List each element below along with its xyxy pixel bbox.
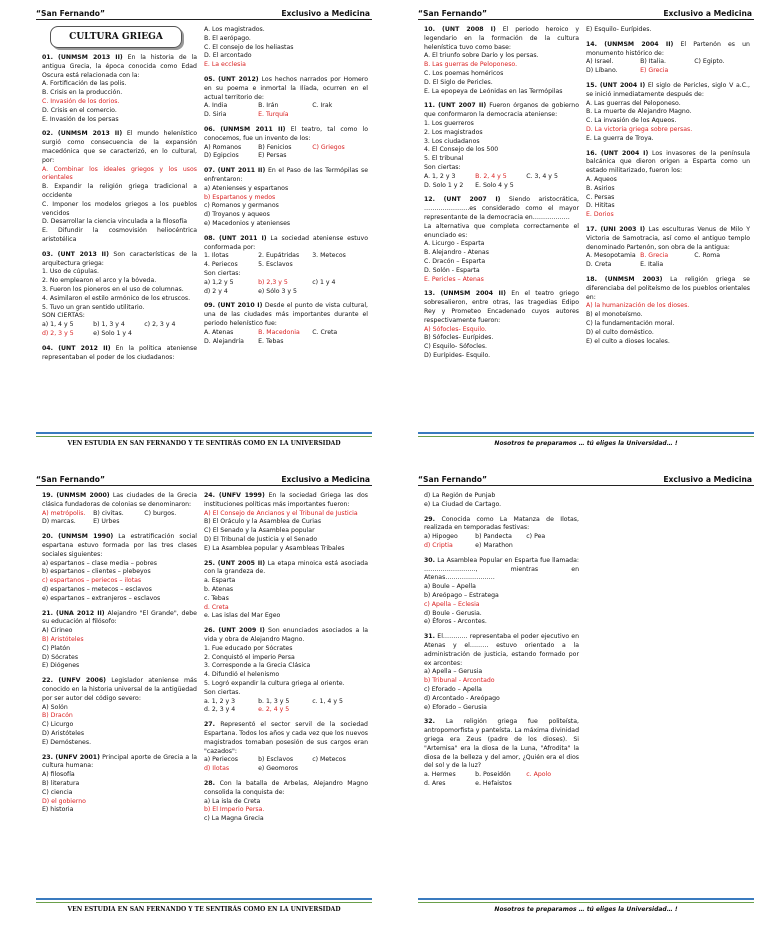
option: C. 3, 4 y 5 (526, 172, 558, 180)
option: C) Platón (42, 644, 71, 652)
option: D. El arcontado (204, 52, 252, 60)
option: c) 1 y 4 (312, 278, 336, 286)
question-stem: 17. (UNI 2003 I) Las esculturas Venus de Milo Y Victoria de Samotracia, así como el antiguo templo denominado Partenón, son obra de la antigua: (586, 225, 750, 251)
option: d. Ares (424, 779, 446, 787)
question-stem: 28. Con la batalla de Arbelas, Alejandro Magno consolida la conquista de: (204, 779, 368, 796)
option: E) el culto a dioses locales. (586, 337, 670, 345)
option: D. El Siglo de Pericles. (424, 78, 493, 86)
option: B. Expandir la religión griega tradicional a occidente (42, 183, 197, 199)
option: E) Diógenes (42, 662, 80, 670)
option-correct: E. Pericles – Atenas (424, 275, 484, 283)
option-correct: c) Apella – Eclesia (424, 600, 480, 608)
option: D. Crisis en el comercio. (42, 106, 117, 114)
option: A. Los magistrados. (204, 26, 265, 33)
statement: 1. Ilotas (204, 252, 229, 260)
statement: 4. Difundió el helenismo (204, 671, 280, 679)
statement: 2. Los magistrados (424, 128, 483, 136)
option: B. El aerópago. (204, 34, 251, 42)
option: C. Creta (312, 328, 338, 336)
option: B) Italia. (640, 58, 666, 66)
option: e) Sólo 3 y 5 (258, 287, 297, 295)
question-stem: 20. (UNMSM 1990) La estratificación social espartana estuvo formada por las tres clases sociales siguientes: (42, 533, 197, 558)
option: E) historia (42, 806, 74, 814)
option: a) Periecos (204, 756, 238, 764)
header-right: Exclusivo a Medicina (663, 9, 752, 18)
page-header (8, 4, 378, 24)
question-stem: 22. (UNFV 2006) Legislador ateniense más conocido en la historia universal de la antigüedad por ser autor del código severo: (42, 677, 197, 702)
column-right (586, 26, 750, 346)
option: C. Irak (312, 102, 333, 110)
option: E) Esquilo- Eurípides. (586, 26, 652, 33)
option-correct: B) Aristóteles (42, 635, 84, 643)
header-right: Exclusivo a Medicina (281, 9, 370, 18)
option: D) marcas. (42, 518, 76, 526)
footer-text: Nosotros te preparamos … tú eliges la Universidad… ! (494, 906, 678, 913)
option: B. Crisis en la producción. (42, 89, 123, 97)
option: A. Mesopotamia (586, 252, 636, 260)
question-stem: 05. (UNT 2012) Los hechos narrados por Homero en su poema e inmortal la Ilíada, ocurren en el actual territorio de: (204, 75, 369, 101)
option: D. Solo 1 y 2 (424, 181, 464, 189)
option-correct: E. La ecclesia (204, 61, 246, 69)
option: B. La muerte de Alejandro Magno. (586, 108, 692, 116)
question-stem: 25. (UNT 2005 II) La etapa minoica está asociada con la grandeza de. (204, 559, 369, 576)
question-stem: 13. (UNMSM 2004 II) En el teatro griego sobresalieron, entre otras, las tragedias Edipo Rey y Prometeo Encadenado cuyos autores respectivamente fueron: (424, 290, 579, 324)
option: E) La Asamblea popular y Asambleas Tribales (204, 544, 345, 552)
option: E. Invasión de los persas (42, 115, 119, 123)
option-correct: A) Sófocles- Esquilo. (424, 325, 487, 333)
option: C) la fundamentación moral. (586, 319, 675, 327)
option: B) el monoteísmo. (586, 311, 643, 319)
statement: 1. Fue educado por Sócrates (204, 644, 293, 652)
question-stem: 04. (UNT 2012 II) En la política ateniense representaban el poder de los ciudadanos: (42, 344, 197, 361)
question-stem: 15. (UNT 2004 I) El siglo de Pericles, siglo V a.C., se inició inmediatamente después de: (586, 81, 750, 98)
option-correct: B. Grecia (640, 252, 669, 260)
question-stem: 16. (UNT 2004 I) Los invasores de la península balcánica que dieron origen a Esparta como un estado militarizado, fueron los: (586, 149, 750, 175)
option: D) Egipcios (204, 152, 239, 160)
statement: 3. Metecos (312, 252, 346, 260)
column-left (42, 492, 197, 815)
statement-prompt: Son ciertas. (204, 688, 241, 696)
option-correct: d) Ilotas (204, 765, 230, 773)
question-stem: 31. El………… representaba el poder ejecutivo en Atenas y el……… estuvo orientado a la administración de justicia, estando formado por ex arcontes: (424, 633, 580, 667)
option: d) Troyanos y aqueos (204, 211, 270, 219)
option-correct: C. Invasión de los dorios. (42, 97, 120, 105)
question-stem: 23. (UNFV 2001) Principal aporte de Grecia a la cultura humana: (42, 753, 197, 770)
option: d) 2 y 4 (204, 287, 228, 295)
option-correct: b) El Imperio Persa. (204, 806, 265, 814)
option-correct: A. Combinar los ideales griegos y los usos orientales (42, 165, 197, 182)
option: a) Apella – Gerusia (424, 668, 483, 676)
option: a. 1, 2 y 3 (204, 697, 236, 705)
column-left (424, 26, 579, 361)
option-correct: B. 2, 4 y 5 (475, 172, 507, 180)
page-header (8, 470, 378, 490)
statement: 3. Corresponde a la Grecia Clásica (204, 662, 311, 670)
question-stem: 08. (UNT 2011 I) La sociedad ateniense estuvo conformada por: (204, 234, 368, 251)
option: A. India (204, 102, 228, 110)
option: A. El triunfo sobre Darío y los persas. (424, 52, 539, 60)
option: C. Dracón – Esparta (424, 257, 486, 265)
option: D. Desarrollar la ciencia vinculada a la filosofía (42, 218, 188, 226)
statement-prompt: Son ciertas: (424, 163, 461, 171)
option: C. El consejo de los heliastas (204, 43, 294, 51)
option: e. Hefaistos (475, 779, 512, 787)
page-title: CULTURA GRIEGA (50, 26, 182, 48)
header-left: “San Fernando” (418, 475, 487, 484)
option: B) civitas. (93, 509, 124, 517)
page-footer (36, 898, 372, 918)
option-correct: D) el gobierno (42, 797, 86, 805)
statement: 2. Eupátridas (258, 252, 300, 260)
option: c) Romanos y germanos (204, 202, 279, 210)
option-correct: d) Criptia (424, 541, 453, 549)
question-stem: 14. (UNMSM 2004 II) El Partenón es un monumento histórico de: (586, 40, 750, 57)
footer-text: VEN ESTUDIA EN SAN FERNANDO Y TE SENTIRÁS COMO EN LA UNIVERSIDAD (67, 906, 341, 913)
option-correct: A) la humanización de los dioses. (586, 302, 690, 310)
option: D) Aristóteles (42, 729, 85, 737)
question-stem: 27. Representó el sector servil de la sociedad Espartana. Todos los años y cada vez que los nuevos magistrados tomaban posesión de sus cargos eran "cazados": (204, 721, 368, 755)
option: D) Líbano. (586, 67, 618, 75)
option: C) ciencia (42, 788, 73, 796)
question-stem: 32. La religión griega fue politeísta, antropomorfista y panteísta. La máxima divinidad griega era Zeus (padre de los dioses). Si "Artemisa" era la diosa de la Luna, "Afrodita" la diosa de la belleza y del amor, ¿Quién era el dios del sol y de la luz? (424, 718, 579, 770)
option: B. Asirios (586, 184, 615, 192)
option: C) Licurgo (42, 721, 74, 729)
footer-text: VEN ESTUDIA EN SAN FERNANDO Y TE SENTIRÁS COMO EN LA UNIVERSIDAD (67, 440, 341, 447)
page-footer (36, 432, 372, 452)
option: b) Esclavos (258, 756, 294, 764)
option: a) Atenienses y espartanos (204, 184, 289, 192)
header-rule (418, 19, 754, 20)
statement: 2. Conquistó el imperio Persa (204, 653, 295, 661)
option: B. Alejandro - Atenas (424, 249, 489, 257)
option: A) Cirineo (42, 627, 73, 635)
option: C. Los poemas homéricos (424, 69, 504, 77)
question-stem: 03. (UNT 2013 II) Son características de la arquitectura griega: (42, 250, 197, 267)
option: E. La epopeya de Leónidas en las Termópilas (424, 87, 563, 95)
option: C. La invasión de los Aqueos. (586, 117, 677, 125)
page-4 (390, 470, 760, 930)
option: C. Imponer los modelos griegos a los pueblos vencidos (42, 200, 197, 217)
option: b) 1, 3 y 4 (93, 321, 125, 329)
option: b) Areópago – Estratega (424, 591, 499, 599)
question-stem: La alternativa que completa correctamente el enunciado es: (424, 222, 579, 239)
statement: 4. Asimilaron el estilo armónico de los etruscos. (42, 294, 191, 302)
header-rule (36, 19, 372, 20)
option: E. Difundir la cosmovisión heliocéntrica aristotélica (42, 227, 197, 243)
option: B) Sófocles- Eurípides. (424, 334, 494, 342)
option: D. Creta (586, 261, 612, 269)
option: E) Demóstenes. (42, 738, 92, 746)
column-left (42, 24, 197, 362)
option: e) Geomoros (258, 765, 298, 773)
question-stem: 10. (UNT 2008 I) El periodo heroico y legendario en la formación de la cultura helenística tuvo como base: (424, 26, 579, 51)
option: D) Sócrates (42, 653, 79, 661)
option: A. Las guerras del Peloponeso. (586, 99, 681, 107)
option: E. La guerra de Troya. (586, 134, 654, 142)
option: A. Licurgo - Esparta (424, 240, 485, 248)
page-footer (418, 898, 754, 918)
header-right: Exclusivo a Medicina (663, 475, 752, 484)
option: E) Urbes (93, 518, 120, 526)
option: E. Italia (640, 261, 664, 269)
column-left (424, 492, 579, 789)
statement: 1. Los guerreros (424, 119, 474, 127)
option: a) Boule – Apella (424, 583, 476, 591)
option: b. Atenas (204, 585, 234, 593)
option: B) Fenicios (258, 143, 292, 151)
option: A. 1, 2 y 3 (424, 172, 456, 180)
page-header (390, 470, 760, 490)
statement: 1. Uso de cúpulas. (42, 268, 99, 276)
option: a) La isla de Creta (204, 797, 261, 805)
statement: 5. Esclavos (258, 261, 293, 269)
option: B. Irán (258, 102, 279, 110)
page-footer (418, 432, 754, 452)
option-correct: B) Dracón (42, 712, 73, 720)
option: D. Hititas (586, 202, 615, 210)
option-correct: b) Espartanos y medos (204, 193, 276, 201)
option: d. 2, 3 y 4 (204, 706, 236, 714)
page-2 (390, 4, 760, 464)
option: A. Atenas (204, 328, 234, 336)
header-left: “San Fernando” (36, 475, 105, 484)
question-stem: 06. (UNMSM 2011 II) El teatro, tal como lo conocemos, fue un invento de los: (204, 125, 368, 142)
option: E. Solo 4 y 5 (475, 181, 514, 189)
statement: 2. No emplearon el arco y la bóveda. (42, 277, 157, 285)
option: a) 1, 4 y 5 (42, 321, 74, 329)
option: c) 2, 3 y 4 (144, 321, 176, 329)
question-stem: 26. (UNT 2009 I) Son enunciados asociados a la vida y obra de Alejandro Magno. (204, 627, 368, 643)
option: D. Siria (204, 111, 227, 119)
option-correct: c. Apolo (526, 771, 552, 779)
option: A. Fortificación de las polis. (42, 80, 127, 88)
option: A. Aqueos (586, 175, 617, 183)
option-correct: b) Tribunal - Arcontado (424, 677, 495, 685)
option: a) Hipogeo (424, 533, 458, 541)
question-stem: 07. (UNT 2011 II) En el Paso de las Termópilas se enfrentaron: (204, 167, 369, 183)
header-left: “San Fernando” (36, 9, 105, 18)
option-correct: d. Creta (204, 603, 229, 611)
footer-bar (36, 432, 372, 437)
option: b. Poseidón (475, 771, 511, 779)
option: D. Solón - Esparta (424, 266, 480, 274)
statement: 5. Logró expandir la cultura griega al oriente. (204, 679, 345, 687)
option-correct: b) 2,3 y 5 (258, 278, 288, 286)
option: e. Las islas del Mar Egeo (204, 612, 281, 620)
option: A) Solón (42, 703, 68, 711)
option: D) Eurípides- Esquilo. (424, 351, 491, 359)
option: D) el culto doméstico. (586, 328, 654, 336)
statement-prompt: SON CIERTAS: (42, 312, 85, 320)
option: A) Israel. (586, 58, 614, 66)
footer-bar (36, 898, 372, 903)
option: C. Persas (586, 193, 615, 201)
option-correct: e. 2, 4 y 5 (258, 706, 290, 714)
footer-bar (418, 898, 754, 903)
footer-text: Nosotros te preparamos … tú eliges la Universidad… ! (494, 440, 678, 447)
option: A) filosofía (42, 771, 75, 779)
option: e) Eforado – Gerusia (424, 703, 487, 711)
option: a. Esparta (204, 577, 236, 585)
option: E. Tebas (258, 337, 284, 345)
option: e) espartanos – extranjeros – esclavos (42, 594, 161, 602)
option-correct: d) 2, 3 y 5 (42, 329, 74, 337)
statement: 4. El Consejo de los 500 (424, 146, 499, 154)
statement: 3. Fueron los pioneros en el uso de columnas. (42, 285, 184, 293)
option: C) Esquilo- Sófocles. (424, 343, 488, 351)
question-stem: 09. (UNT 2010 I) Desde el punto de vista cultural, una de las ciudades más importantes durante el periodo helenístico fue: (204, 302, 368, 327)
header-rule (418, 485, 754, 486)
option: D) El Tribunal de Justicia y el Senado (204, 535, 318, 543)
question-stem: 21. (UNA 2012 II) Alejandro "El Grande", debe su educación al filósofo: (42, 609, 197, 626)
option: C) burgos. (144, 509, 177, 517)
question-stem: 30. La Asamblea Popular en Esparta fue llamada: ……………………., mientras en Atenas…………………… (424, 556, 579, 582)
option-correct: A) metrópolis. (42, 509, 86, 517)
statement: 5. Tuvo un gran sentido utilitario. (42, 303, 145, 311)
option: d) espartanos – metecos – esclavos (42, 585, 152, 593)
header-left: “San Fernando” (418, 9, 487, 18)
option: B) literatura (42, 779, 80, 787)
option: b. 1, 3 y 5 (258, 697, 290, 705)
option: c) Eforado – Apella (424, 685, 482, 693)
option: a. Hermes (424, 771, 456, 779)
option-correct: C) Griegos (312, 143, 345, 151)
question-stem: 29. Conocida como La Matanza de Ilotas, realizada en temporadas festivas: (424, 515, 579, 532)
option-correct: c) espartanos – periecos – ilotas (42, 577, 142, 585)
statement: 5. El tribunal (424, 155, 464, 163)
header-rule (36, 485, 372, 486)
page-header (390, 4, 760, 24)
page-3 (8, 470, 378, 930)
option: B) El Oráculo y la Asamblea de Curias (204, 518, 322, 526)
option: A) Romanos (204, 143, 242, 151)
option: d) La Región de Punjab (424, 492, 496, 499)
option-correct: E) Grecia (640, 67, 669, 75)
option: c) Pea (526, 533, 546, 541)
option-correct: E. Dorios (586, 211, 614, 219)
option-correct: E. Turquía (258, 111, 289, 119)
option: c. 1, 4 y 5 (312, 697, 343, 705)
option: e) Solo 1 y 4 (93, 329, 132, 337)
option: a) espartanos – clase media – pobres (42, 559, 157, 567)
option: C) Egipto. (694, 58, 725, 66)
question-stem: 19. (UNMSM 2000) Las ciudades de la Grecia clásica fundadoras de colonias se denominaron: (42, 492, 197, 508)
option: D. Alejandría (204, 337, 244, 345)
option-correct: D. La victoria griega sobre persas. (586, 125, 693, 133)
option: e) La Ciudad de Cartago. (424, 500, 502, 508)
option: c) La Magna Grecia (204, 815, 264, 823)
option: C) El Senado y la Asamblea popular (204, 527, 315, 535)
statement: 3. Los ciudadanos (424, 137, 480, 145)
question-stem: 12. (UNT 2007 I) Siendo aristocrática, ………………….es considerado como el mayor representante de la democracia en……………… (424, 196, 580, 221)
option-correct: B. Las guerras de Peloponeso. (424, 61, 518, 69)
question-stem: 11. (UNT 2007 II) Fueron órganos de gobierno que conformaron la democracia ateniense: (424, 102, 579, 119)
option: a) 1,2 y 5 (204, 278, 234, 286)
option-correct: A) El Consejo de Ancianos y el Tribunal de Justicia (204, 509, 358, 517)
option-correct: B. Macedonia (258, 328, 300, 336)
question-stem: 02. (UNMSM 2013 II) El mundo helenístico surgió como consecuencia de la expansión macedónica que se caracterizó, en lo cultural, por: (42, 130, 197, 164)
statement-prompt: Son ciertas: (204, 269, 241, 277)
option: d) Arcontado - Areópago (424, 694, 500, 702)
page-1 (8, 4, 378, 464)
column-right (204, 492, 368, 824)
option: d) Boule - Gerusia. (424, 609, 482, 617)
question-stem: 24. (UNFV 1999) En la sociedad Griega las dos instituciones políticas más importantes fueron: (204, 492, 368, 508)
footer-bar (418, 432, 754, 437)
option: e) Marathon (475, 541, 513, 549)
option: c. Tebas (204, 594, 229, 602)
option: b) espartanos – clientes – plebeyos (42, 568, 151, 576)
option: C. Roma (694, 252, 721, 260)
option: e) Macedonios y atenienses (204, 219, 291, 227)
option: c) Metecos (312, 756, 346, 764)
option: b) Pandecta (475, 533, 512, 541)
column-right (204, 26, 368, 346)
option: e) Éforos - Arcontes. (424, 618, 487, 626)
statement: 4. Periecos (204, 261, 238, 269)
question-stem: 18. (UNMSM 2003) La religión griega se diferenciaba del politeísmo de los pueblos orientales en: (586, 275, 750, 301)
question-stem: 01. (UNMSM 2013 II) En la historia de la antigua Grecia, la época conocida como Edad Oscura está relacionada con la: (42, 54, 197, 79)
header-right: Exclusivo a Medicina (281, 475, 370, 484)
option: E) Persas (258, 152, 287, 160)
